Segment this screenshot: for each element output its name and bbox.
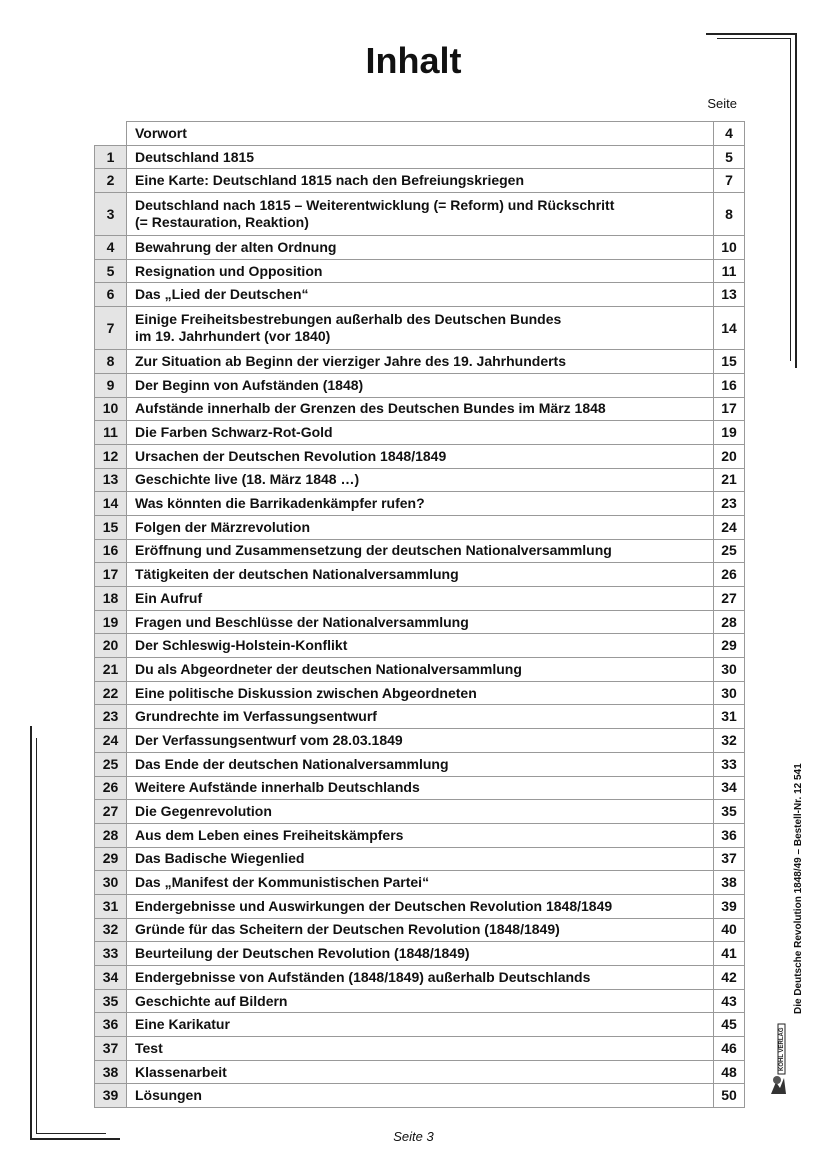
toc-number: 14 [95,492,127,516]
toc-page: 40 [714,918,745,942]
toc-number: 2 [95,169,127,193]
toc-page: 25 [714,539,745,563]
corner-line [706,33,796,35]
toc-row[interactable] [95,193,745,236]
toc-title[interactable]: Geschichte auf Bildern [127,989,714,1013]
toc-row[interactable] [95,800,745,824]
toc-body [95,122,745,1108]
toc-title[interactable]: Was könnten die Barrikadenkämpfer rufen? [127,492,714,516]
toc-title[interactable]: Eine Karikatur [127,1013,714,1037]
toc-row[interactable] [95,587,745,611]
toc-title[interactable]: Folgen der Märzrevolution [127,515,714,539]
page-column-header: Seite [707,96,737,111]
corner-line [36,738,37,1134]
toc-title[interactable]: Resignation und Opposition [127,259,714,283]
toc-number: 38 [95,1060,127,1084]
toc-title[interactable]: Fragen und Beschlüsse der Nationalversammlung [127,610,714,634]
toc-row[interactable] [95,1084,745,1108]
toc-number: 6 [95,283,127,307]
toc-row-preface[interactable] [95,122,745,146]
toc-page: 5 [714,145,745,169]
toc-row[interactable] [95,729,745,753]
toc-number: 7 [95,307,127,350]
toc-title[interactable]: Weitere Aufstände innerhalb Deutschlands [127,776,714,800]
toc-title[interactable]: Das „Lied der Deutschen“ [127,283,714,307]
toc-title[interactable]: Die Gegenrevolution [127,800,714,824]
toc-row[interactable] [95,847,745,871]
toc-title[interactable]: Ursachen der Deutschen Revolution 1848/1849 [127,444,714,468]
toc-number: 17 [95,563,127,587]
toc-page: 23 [714,492,745,516]
toc-page: 41 [714,942,745,966]
toc-row[interactable] [95,1013,745,1037]
toc-title[interactable]: Eröffnung und Zusammensetzung der deutschen Nationalversammlung [127,539,714,563]
toc-title[interactable]: Tätigkeiten der deutschen Nationalversammlung [127,563,714,587]
toc-title[interactable]: Das Badische Wiegenlied [127,847,714,871]
toc-number: 22 [95,681,127,705]
toc-number: 21 [95,658,127,682]
toc-page: 45 [714,1013,745,1037]
toc-title[interactable]: Das Ende der deutschen Nationalversammlung [127,752,714,776]
toc-title[interactable]: Test [127,1037,714,1061]
toc-title[interactable]: Deutschland nach 1815 – Weiterentwicklung (= Reform) und Rückschritt (= Restauration, Reaktion) [127,193,714,236]
toc-row[interactable] [95,776,745,800]
toc-row[interactable] [95,658,745,682]
toc-number: 24 [95,729,127,753]
toc-number: 39 [95,1084,127,1108]
toc-number: 34 [95,966,127,990]
toc-title[interactable]: Du als Abgeordneter der deutschen Nationalversammlung [127,658,714,682]
toc-page: 20 [714,444,745,468]
toc-page: 8 [714,193,745,236]
toc-number: 4 [95,236,127,260]
toc-row[interactable] [95,894,745,918]
table-of-contents [94,121,745,1108]
toc-page: 48 [714,1060,745,1084]
toc-row[interactable] [95,918,745,942]
page-title: Inhalt [365,40,462,81]
toc-title[interactable]: Endergebnisse und Auswirkungen der Deutschen Revolution 1848/1849 [127,894,714,918]
toc-row[interactable] [95,236,745,260]
toc-page: 7 [714,169,745,193]
toc-page: 14 [714,307,745,350]
toc-row[interactable] [95,350,745,374]
corner-line [795,33,797,368]
toc-row[interactable] [95,145,745,169]
toc-page: 37 [714,847,745,871]
toc-row[interactable] [95,307,745,350]
toc-row[interactable] [95,705,745,729]
toc-title[interactable]: Das „Manifest der Kommunistischen Partei“ [127,871,714,895]
toc-number: 27 [95,800,127,824]
toc-number: 1 [95,145,127,169]
toc-number: 32 [95,918,127,942]
toc-number: 23 [95,705,127,729]
toc-number: 25 [95,752,127,776]
corner-line [30,726,32,1140]
toc-row[interactable] [95,563,745,587]
toc-row[interactable] [95,283,745,307]
toc-page: 34 [714,776,745,800]
toc-number: 18 [95,587,127,611]
toc-title[interactable]: Eine Karte: Deutschland 1815 nach den Befreiungskriegen [127,169,714,193]
corner-line [717,38,790,39]
toc-page: 33 [714,752,745,776]
toc-number: 10 [95,397,127,421]
toc-page: 16 [714,373,745,397]
toc-title[interactable]: Lösungen [127,1084,714,1108]
toc-row[interactable] [95,444,745,468]
toc-page: 30 [714,658,745,682]
toc-page: 38 [714,871,745,895]
toc-title[interactable]: Beurteilung der Deutschen Revolution (1848/1849) [127,942,714,966]
toc-title[interactable]: Einige Freiheitsbestrebungen außerhalb des Deutschen Bundes im 19. Jahrhundert (vor 1840) [127,307,714,350]
toc-number: 28 [95,823,127,847]
toc-page: 39 [714,894,745,918]
toc-row[interactable] [95,492,745,516]
toc-page: 11 [714,259,745,283]
toc-row[interactable] [95,942,745,966]
toc-title[interactable]: Der Schleswig-Holstein-Konflikt [127,634,714,658]
toc-number: 31 [95,894,127,918]
toc-row[interactable] [95,634,745,658]
toc-title[interactable]: Aus dem Leben eines Freiheitskämpfers [127,823,714,847]
toc-title[interactable]: Ein Aufruf [127,587,714,611]
toc-page: 36 [714,823,745,847]
toc-row[interactable] [95,681,745,705]
toc-title[interactable]: Der Beginn von Aufständen (1848) [127,373,714,397]
toc-number: 15 [95,515,127,539]
toc-page: 27 [714,587,745,611]
toc-page: 15 [714,350,745,374]
toc-number: 16 [95,539,127,563]
toc-row[interactable] [95,259,745,283]
toc-page: 32 [714,729,745,753]
corner-line [36,1133,106,1134]
toc-number: 37 [95,1037,127,1061]
toc-page: 21 [714,468,745,492]
toc-row[interactable] [95,397,745,421]
publisher-logo-text: KOHL VERLAG [779,1027,785,1071]
toc-page: 43 [714,989,745,1013]
toc-number: 29 [95,847,127,871]
toc-title[interactable]: Gründe für das Scheitern der Deutschen Revolution (1848/1849) [127,918,714,942]
toc-title[interactable]: Eine politische Diskussion zwischen Abgeordneten [127,681,714,705]
toc-number: 36 [95,1013,127,1037]
toc-title[interactable]: Geschichte live (18. März 1848 …) [127,468,714,492]
toc-row[interactable] [95,468,745,492]
toc-title[interactable]: Endergebnisse von Aufständen (1848/1849) außerhalb Deutschlands [127,966,714,990]
toc-row[interactable] [95,515,745,539]
toc-row[interactable] [95,752,745,776]
toc-page: 46 [714,1037,745,1061]
toc-title[interactable]: Zur Situation ab Beginn der vierziger Jahre des 19. Jahrhunderts [127,350,714,374]
toc-page: 17 [714,397,745,421]
toc-row[interactable] [95,373,745,397]
toc-row[interactable] [95,539,745,563]
toc-title[interactable]: Der Verfassungsentwurf vom 28.03.1849 [127,729,714,753]
toc-number: 35 [95,989,127,1013]
toc-page: 13 [714,283,745,307]
toc-number [95,122,127,146]
toc-number: 8 [95,350,127,374]
toc-number: 3 [95,193,127,236]
corner-line [790,38,791,361]
corner-line [30,1138,120,1140]
toc-page: 42 [714,966,745,990]
toc-title[interactable]: Deutschland 1815 [127,145,714,169]
side-order-note: Die Deutsche Revolution 1848/49 – Bestell-Nr. 12 541 [793,763,804,1014]
toc-row[interactable] [95,871,745,895]
toc-page: 28 [714,610,745,634]
toc-title[interactable]: Die Farben Schwarz-Rot-Gold [127,421,714,445]
toc-number: 9 [95,373,127,397]
toc-page: 30 [714,681,745,705]
toc-page: 29 [714,634,745,658]
toc-title[interactable]: Grundrechte im Verfassungsentwurf [127,705,714,729]
toc-page: 26 [714,563,745,587]
toc-title[interactable]: Aufstände innerhalb der Grenzen des Deutschen Bundes im März 1848 [127,397,714,421]
toc-page: 31 [714,705,745,729]
toc-page: 4 [714,122,745,146]
toc-page: 10 [714,236,745,260]
toc-page: 19 [714,421,745,445]
toc-number: 12 [95,444,127,468]
toc-page: 24 [714,515,745,539]
toc-title[interactable]: Bewahrung der alten Ordnung [127,236,714,260]
toc-row[interactable] [95,966,745,990]
toc-row[interactable] [95,421,745,445]
toc-number: 20 [95,634,127,658]
toc-row[interactable] [95,1060,745,1084]
toc-title[interactable]: Klassenarbeit [127,1060,714,1084]
toc-row[interactable] [95,989,745,1013]
toc-row[interactable] [95,169,745,193]
toc-title[interactable]: Vorwort [127,122,714,146]
toc-number: 19 [95,610,127,634]
toc-number: 26 [95,776,127,800]
toc-number: 33 [95,942,127,966]
publisher-logo [768,1022,788,1096]
toc-number: 13 [95,468,127,492]
toc-number: 30 [95,871,127,895]
toc-row[interactable] [95,823,745,847]
toc-number: 5 [95,259,127,283]
toc-page: 50 [714,1084,745,1108]
toc-row[interactable] [95,610,745,634]
toc-number: 11 [95,421,127,445]
toc-row[interactable] [95,1037,745,1061]
page-footer: Seite 3 [393,1129,434,1144]
toc-page: 35 [714,800,745,824]
